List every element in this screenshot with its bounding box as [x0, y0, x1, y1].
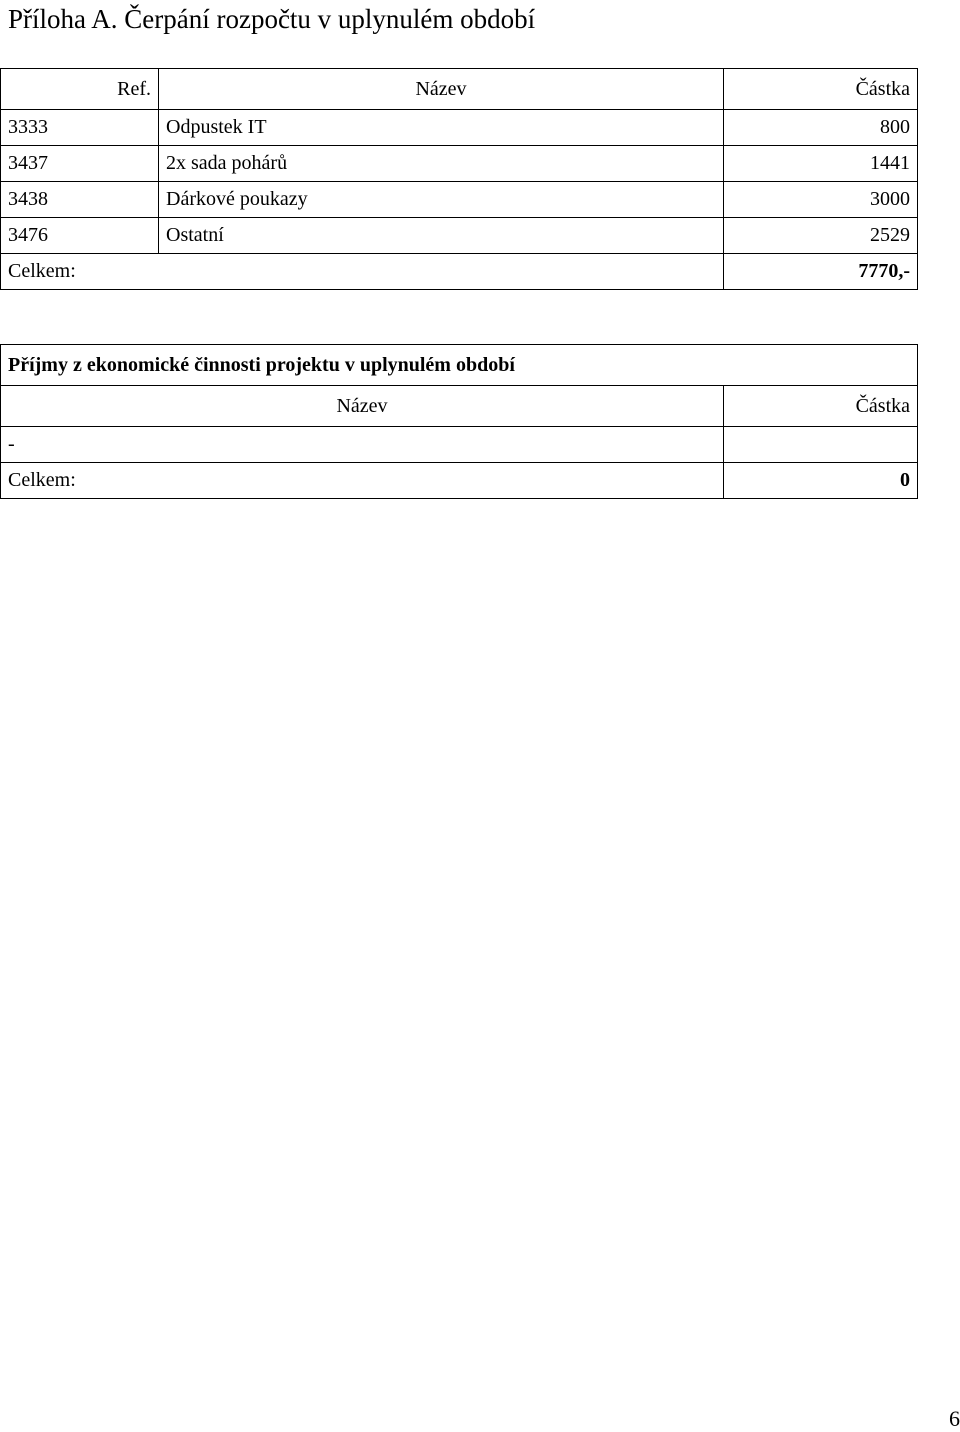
total-label: Celkem:: [1, 463, 724, 499]
cell-amount: 3000: [724, 182, 918, 218]
total-row: [1, 254, 918, 290]
table-row: [1, 427, 918, 463]
budget-table: [0, 68, 918, 290]
page-number: 6: [949, 1406, 960, 1431]
cell-amount: 2529: [724, 218, 918, 254]
page-title: Příloha A. Čerpání rozpočtu v uplynulém období: [8, 4, 536, 34]
table-header-row: [1, 386, 918, 427]
cell-amount: 800: [724, 110, 918, 146]
cell-name: Odpustek IT: [159, 110, 724, 146]
section-heading: Příjmy z ekonomické činnosti projektu v uplynulém období: [1, 345, 918, 386]
table-row: [1, 218, 918, 254]
header-amount: Částka: [724, 386, 918, 427]
cell-ref: 3333: [1, 110, 159, 146]
header-name: Název: [159, 69, 724, 110]
income-table: [0, 344, 918, 499]
header-ref: Ref.: [1, 69, 159, 110]
cell-ref: 3437: [1, 146, 159, 182]
header-amount: Částka: [724, 69, 918, 110]
cell-ref: 3438: [1, 182, 159, 218]
table-caption-row: [1, 345, 918, 386]
total-value: 7770,-: [724, 254, 918, 290]
total-label: Celkem:: [1, 254, 724, 290]
table-header-row: [1, 69, 918, 110]
cell-amount: 1441: [724, 146, 918, 182]
cell-name: Ostatní: [159, 218, 724, 254]
cell-amount: [724, 427, 918, 463]
table-row: [1, 182, 918, 218]
header-name: Název: [1, 386, 724, 427]
cell-ref: 3476: [1, 218, 159, 254]
total-value: 0: [724, 463, 918, 499]
table-row: [1, 110, 918, 146]
total-row: [1, 463, 918, 499]
cell-name: 2x sada pohárů: [159, 146, 724, 182]
table-row: [1, 146, 918, 182]
cell-name: -: [1, 427, 724, 463]
cell-name: Dárkové poukazy: [159, 182, 724, 218]
